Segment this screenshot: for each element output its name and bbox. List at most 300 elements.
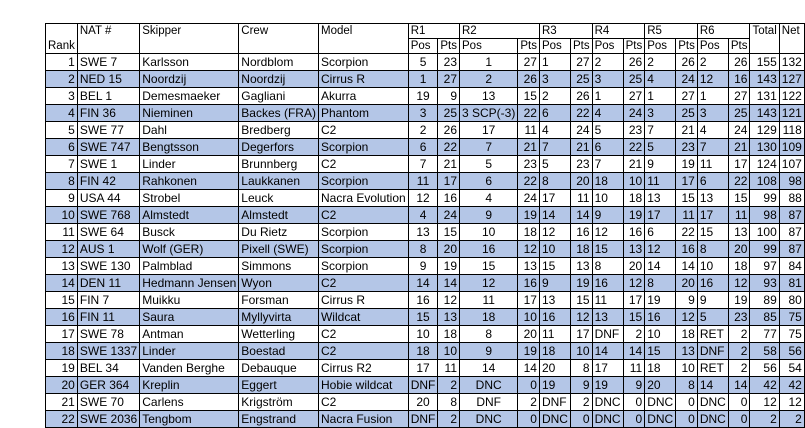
race-2-pos-cell: 12 [460,275,518,292]
skipper-cell: Nieminen [140,105,239,122]
table-row [46,88,805,105]
table-body [46,54,805,428]
table-row [46,309,805,326]
race-6-pts-cell: 13 [728,224,750,241]
race-5-pts-cell: 24 [676,71,698,88]
results-table [45,23,805,428]
skipper-cell: Muikku [140,292,239,309]
race-6-pts-cell: 20 [728,241,750,258]
net-cell: 42 [779,377,804,394]
rank-cell: 15 [46,292,78,309]
total-cell: 143 [750,71,779,88]
model-cell: C2 [318,156,408,173]
race-6-pos-cell: 14 [697,377,728,394]
race-6-pos-header: Pos [697,39,728,54]
table-row [46,411,805,428]
race-4-pts-cell: 2 [623,326,645,343]
race-2-pts-cell: 16 [518,275,540,292]
nat-cell: SWE 1337 [77,343,139,360]
table-row [46,292,805,309]
model-cell: Hobie wildcat [318,377,408,394]
race-1-pts-cell: 14 [438,275,460,292]
table-row [46,71,805,88]
race-6-pts-cell: 22 [728,173,750,190]
race-3-pos-cell: 3 [539,71,570,88]
table-row [46,54,805,71]
race-6-pos-cell: 16 [697,275,728,292]
race-2-pts-cell: 19 [518,343,540,360]
nat-cell: USA 44 [77,190,139,207]
crew-cell: Simmons [239,258,319,275]
crew-cell: Krigström [239,394,319,411]
race-2-pos-cell: 18 [460,309,518,326]
race-4-pos-cell: 2 [592,54,623,71]
model-cell: Scorpion [318,241,408,258]
table-row [46,258,805,275]
race-5-pts-cell: 26 [676,54,698,71]
net-cell: 88 [779,190,804,207]
race-1-pts-cell: 13 [438,309,460,326]
race-5-pos-cell: 2 [645,54,676,71]
total-cell: 108 [750,173,779,190]
total-cell: 93 [750,275,779,292]
table-row [46,224,805,241]
race-3-pos-cell: 10 [539,241,570,258]
rank-header: Rank [46,24,78,54]
nat-cell: FIN 42 [77,173,139,190]
race-1-pos-cell: 3 [408,105,438,122]
race-1-pos-cell: 20 [408,394,438,411]
race-1-pos-cell: 4 [408,207,438,224]
net-cell: 54 [779,360,804,377]
race-5-pos-cell: 5 [645,139,676,156]
race-2-pts-cell: 21 [518,139,540,156]
race-1-pts-cell: 22 [438,139,460,156]
model-cell: Phantom [318,105,408,122]
nat-cell: AUS 1 [77,241,139,258]
nat-cell: SWE 130 [77,258,139,275]
total-cell: 99 [750,241,779,258]
race-6-pos-cell: RET [697,326,728,343]
race-6-pos-cell: 17 [697,207,728,224]
skipper-cell: Hedmann Jensen [140,275,239,292]
crew-cell: Almstedt [239,207,319,224]
total-cell: 129 [750,122,779,139]
race-4-pos-cell: 18 [592,173,623,190]
rank-cell: 19 [46,360,78,377]
race-5-pts-cell: 0 [676,411,698,428]
race-6-pos-cell: 6 [697,173,728,190]
nat-header: NAT # [77,24,139,54]
total-cell: 12 [750,394,779,411]
rank-cell: 8 [46,173,78,190]
model-cell: Cirrus R [318,292,408,309]
race-3-pts-cell: 10 [570,343,592,360]
race-5-pos-header: Pos [645,39,676,54]
race-6-pos-cell: 5 [697,309,728,326]
race-4-pts-cell: 15 [623,309,645,326]
race-4-pos-cell: 17 [592,360,623,377]
race-4-pos-cell: 9 [592,207,623,224]
race-3-pts-cell: 23 [570,156,592,173]
table-row [46,156,805,173]
rank-cell: 20 [46,377,78,394]
race-3-pos-cell: 7 [539,139,570,156]
total-cell: 42 [750,377,779,394]
race-4-pos-cell: 8 [592,258,623,275]
race-2-pos-cell: 9 [460,343,518,360]
race-5-pts-cell: 22 [676,224,698,241]
model-cell: Nacra Fusion [318,411,408,428]
race-6-pos-cell: DNF [697,343,728,360]
race-1-pos-cell: 6 [408,139,438,156]
race-3-pos-cell: 19 [539,377,570,394]
model-cell: Scorpion [318,258,408,275]
race-1-pts-cell: 15 [438,224,460,241]
race-3-pts-cell: 13 [570,258,592,275]
race-6-pts-cell: 19 [728,292,750,309]
total-cell: 143 [750,105,779,122]
race-5-pos-cell: 1 [645,88,676,105]
net-cell: 121 [779,105,804,122]
skipper-cell: Demesmaeker [140,88,239,105]
race-4-pts-cell: 18 [623,190,645,207]
skipper-cell: Linder [140,156,239,173]
race-5-pts-cell: 19 [676,156,698,173]
race-1-pts-cell: 16 [438,190,460,207]
net-cell: 12 [779,394,804,411]
race-4-pos-cell: 15 [592,241,623,258]
skipper-cell: Noordzij [140,71,239,88]
race-3-pts-cell: 22 [570,105,592,122]
race-3-pts-cell: 11 [570,190,592,207]
rank-cell: 21 [46,394,78,411]
crew-cell: Wyon [239,275,319,292]
race-6-pos-cell: 13 [697,190,728,207]
race-5-pos-cell: DNC [645,411,676,428]
total-cell: 99 [750,190,779,207]
race-4-pos-cell: 19 [592,377,623,394]
race-5-pos-cell: 7 [645,122,676,139]
nat-cell: SWE 7 [77,54,139,71]
race-4-pts-cell: 19 [623,207,645,224]
skipper-cell: Bengtsson [140,139,239,156]
race-2-pos-cell: 11 [460,292,518,309]
model-cell: C2 [318,326,408,343]
race-1-pos-cell: 17 [408,360,438,377]
race-3-pts-cell: 25 [570,71,592,88]
race-2-pts-cell: 27 [518,54,540,71]
crew-cell: Myllyvirta [239,309,319,326]
race-5-pts-cell: 11 [676,207,698,224]
crew-cell: Engstrand [239,411,319,428]
race-2-pts-cell: 13 [518,258,540,275]
race-6-pos-cell: 1 [697,88,728,105]
crew-cell: Noordzij [239,71,319,88]
table-row [46,394,805,411]
race-2-pts-cell: 23 [518,156,540,173]
race-1-pts-header: Pts [438,39,460,54]
race-2-pts-cell: 17 [518,292,540,309]
crew-cell: Du Rietz [239,224,319,241]
race-4-header: R4 [592,24,645,39]
race-5-pos-cell: 15 [645,343,676,360]
net-cell: 75 [779,309,804,326]
nat-cell: FIN 36 [77,105,139,122]
race-4-pts-cell: 10 [623,173,645,190]
total-cell: 124 [750,156,779,173]
skipper-cell: Linder [140,343,239,360]
race-3-pos-cell: 14 [539,207,570,224]
race-3-pos-header: Pos [539,39,570,54]
crew-cell: Laukkanen [239,173,319,190]
race-5-pos-cell: 10 [645,326,676,343]
total-cell: 131 [750,88,779,105]
race-5-pos-cell: 3 [645,105,676,122]
race-1-pts-cell: 2 [438,411,460,428]
skipper-cell: Karlsson [140,54,239,71]
race-3-pts-cell: 27 [570,54,592,71]
race-1-pos-cell: 9 [408,258,438,275]
race-3-pts-header: Pts [570,39,592,54]
rank-cell: 9 [46,190,78,207]
race-5-pts-cell: 27 [676,88,698,105]
race-4-pts-cell: 16 [623,224,645,241]
model-cell: C2 [318,343,408,360]
nat-cell: SWE 77 [77,122,139,139]
crew-cell: Degerfors [239,139,319,156]
race-1-pts-cell: 21 [438,156,460,173]
race-1-pts-cell: 18 [438,326,460,343]
race-2-pos-cell: 10 [460,224,518,241]
model-cell: C2 [318,275,408,292]
race-2-pos-cell: 4 [460,190,518,207]
race-6-pts-cell: 18 [728,258,750,275]
crew-cell: Nordblom [239,54,319,71]
net-cell: 2 [779,411,804,428]
model-cell: Cirrus R2 [318,360,408,377]
race-3-pts-cell: 2 [570,394,592,411]
race-1-pts-cell: 23 [438,54,460,71]
race-3-pos-cell: 15 [539,258,570,275]
nat-cell: NED 15 [77,71,139,88]
race-5-pos-cell: 11 [645,173,676,190]
race-3-pts-cell: 21 [570,139,592,156]
race-2-pos-cell: 2 [460,71,518,88]
race-4-pos-header: Pos [592,39,623,54]
race-5-pos-cell: 14 [645,258,676,275]
rank-cell: 2 [46,71,78,88]
race-2-pts-cell: 14 [518,360,540,377]
crew-cell: Backes (FRA) [239,105,319,122]
rank-cell: 1 [46,54,78,71]
model-cell: Scorpion [318,139,408,156]
nat-cell: SWE 1 [77,156,139,173]
race-2-pos-cell: 13 [460,88,518,105]
race-4-pos-cell: 7 [592,156,623,173]
net-cell: 80 [779,292,804,309]
race-1-pos-cell: 13 [408,224,438,241]
race-6-pts-cell: 2 [728,326,750,343]
race-1-pos-cell: DNF [408,411,438,428]
race-2-pts-cell: 12 [518,241,540,258]
race-2-pos-cell: DNC [460,377,518,394]
race-5-pts-cell: 25 [676,105,698,122]
nat-cell: SWE 2036 [77,411,139,428]
net-cell: 109 [779,139,804,156]
race-4-pos-cell: 6 [592,139,623,156]
model-cell: Wildcat [318,309,408,326]
race-3-pos-cell: 16 [539,309,570,326]
race-5-pts-cell: 13 [676,343,698,360]
race-5-pos-cell: DNC [645,394,676,411]
race-5-pos-cell: 16 [645,309,676,326]
race-3-pos-cell: 5 [539,156,570,173]
race-2-header: R2 [460,24,540,39]
skipper-cell: Carlens [140,394,239,411]
race-3-pos-cell: 18 [539,343,570,360]
race-3-pts-cell: 9 [570,377,592,394]
race-3-pos-cell: 13 [539,292,570,309]
race-1-pts-cell: 17 [438,173,460,190]
race-3-pts-cell: 8 [570,360,592,377]
race-3-pos-cell: 17 [539,190,570,207]
race-1-pos-cell: 2 [408,122,438,139]
race-3-pts-cell: 14 [570,207,592,224]
table-row [46,207,805,224]
race-1-pos-cell: 14 [408,275,438,292]
race-4-pts-cell: 21 [623,156,645,173]
race-5-pos-cell: 4 [645,71,676,88]
race-4-pts-cell: 0 [623,411,645,428]
race-6-pts-cell: 27 [728,88,750,105]
crew-cell: Forsman [239,292,319,309]
race-1-pos-cell: 8 [408,241,438,258]
table-row [46,326,805,343]
model-cell: Scorpion [318,173,408,190]
race-1-pos-cell: 12 [408,190,438,207]
race-5-pos-cell: 17 [645,207,676,224]
race-5-pos-cell: 8 [645,275,676,292]
race-2-pts-cell: 10 [518,309,540,326]
race-6-pts-cell: 11 [728,207,750,224]
model-cell: Cirrus R [318,71,408,88]
race-6-pts-header: Pts [728,39,750,54]
rank-cell: 5 [46,122,78,139]
race-3-pts-cell: 19 [570,275,592,292]
race-6-pos-cell: RET [697,360,728,377]
race-6-pts-cell: 21 [728,139,750,156]
model-cell: Scorpion [318,224,408,241]
skipper-cell: Wolf (GER) [140,241,239,258]
race-2-pts-cell: 22 [518,173,540,190]
skipper-header: Skipper [140,24,239,54]
race-4-pts-cell: 22 [623,139,645,156]
race-1-pts-cell: 20 [438,241,460,258]
total-cell: 130 [750,139,779,156]
race-3-pos-cell: 20 [539,360,570,377]
model-cell: Scorpion [318,54,408,71]
race-5-pts-cell: 10 [676,360,698,377]
race-6-pts-cell: 2 [728,343,750,360]
rank-cell: 13 [46,258,78,275]
race-6-pos-cell: 2 [697,54,728,71]
race-6-pos-cell: 12 [697,71,728,88]
race-5-pts-cell: 17 [676,173,698,190]
net-cell: 127 [779,71,804,88]
race-1-header: R1 [408,24,459,39]
race-1-pos-cell: 19 [408,88,438,105]
race-2-pos-cell: 7 [460,139,518,156]
race-5-pts-cell: 0 [676,394,698,411]
nat-cell: FIN 11 [77,309,139,326]
race-1-pts-cell: 26 [438,122,460,139]
race-4-pts-cell: 17 [623,292,645,309]
net-cell: 107 [779,156,804,173]
skipper-cell: Almstedt [140,207,239,224]
race-5-pts-cell: 23 [676,139,698,156]
rank-cell: 18 [46,343,78,360]
race-6-pts-cell: 16 [728,71,750,88]
model-cell: Nacra Evolution [318,190,408,207]
race-5-pts-header: Pts [676,39,698,54]
nat-cell: SWE 64 [77,224,139,241]
race-5-pos-cell: 6 [645,224,676,241]
crew-cell: Debauque [239,360,319,377]
net-cell: 132 [779,54,804,71]
race-3-pts-cell: 12 [570,309,592,326]
race-1-pts-cell: 10 [438,343,460,360]
race-6-pts-cell: 25 [728,105,750,122]
skipper-cell: Busck [140,224,239,241]
table-row [46,360,805,377]
race-6-pts-cell: 0 [728,394,750,411]
race-2-pos-cell: 15 [460,258,518,275]
race-6-pts-cell: 0 [728,411,750,428]
race-2-pts-cell: 20 [518,326,540,343]
race-2-pts-cell: 15 [518,88,540,105]
race-2-pts-cell: 24 [518,190,540,207]
race-4-pos-cell: 4 [592,105,623,122]
nat-cell: SWE 78 [77,326,139,343]
model-cell: C2 [318,207,408,224]
race-3-pos-cell: 2 [539,88,570,105]
model-cell: C2 [318,122,408,139]
table-row [46,275,805,292]
race-2-pos-header: Pos [460,39,518,54]
race-5-pts-cell: 9 [676,292,698,309]
race-6-pts-cell: 15 [728,190,750,207]
total-header: Total [750,24,779,54]
race-6-pts-cell: 2 [728,360,750,377]
race-2-pos-cell: 9 [460,207,518,224]
race-6-pos-cell: DNC [697,411,728,428]
crew-cell: Leuck [239,190,319,207]
crew-header: Crew [239,24,319,54]
race-4-pts-cell: 23 [623,122,645,139]
race-6-pts-cell: 14 [728,377,750,394]
table-row [46,343,805,360]
table-row [46,377,805,394]
race-5-pts-cell: 18 [676,326,698,343]
race-5-pos-cell: 20 [645,377,676,394]
race-4-pos-cell: DNC [592,411,623,428]
race-3-pos-cell: DNC [539,411,570,428]
race-3-header: R3 [539,24,592,39]
race-1-pts-cell: 24 [438,207,460,224]
race-6-pos-cell: 11 [697,156,728,173]
race-4-pos-cell: DNF [592,326,623,343]
